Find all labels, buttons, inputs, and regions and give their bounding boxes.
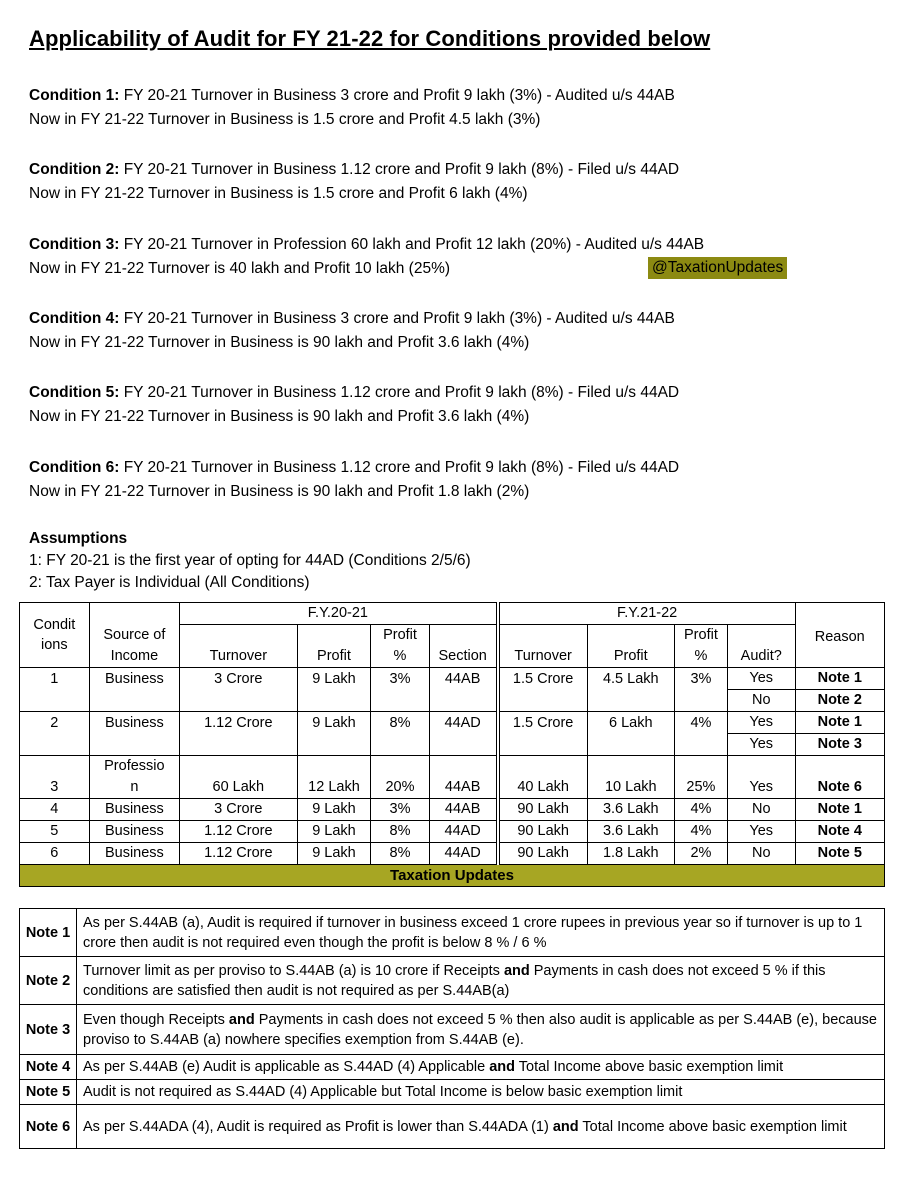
- cell-profit-pct: 25%: [674, 756, 727, 799]
- cell-turnover: 40 Lakh: [498, 756, 587, 799]
- cell-profit-pct: 8%: [371, 843, 429, 865]
- note-text: [77, 1105, 885, 1149]
- cell-section: 44AB: [429, 799, 498, 821]
- cell-reason: Note 4: [795, 821, 884, 843]
- header-text: Source of: [103, 627, 166, 643]
- cell-profit: 9 Lakh: [297, 712, 371, 734]
- cell-reason: Note 5: [795, 843, 884, 865]
- cell-turnover: 1.12 Crore: [180, 712, 297, 734]
- table-row: [20, 756, 885, 799]
- header-profit-pct: [371, 625, 429, 668]
- cell-reason: Note 1: [795, 799, 884, 821]
- cell-audit: No: [727, 799, 795, 821]
- assumptions: [29, 528, 471, 594]
- cell-condition: 2: [20, 712, 90, 734]
- cell-audit: No: [727, 843, 795, 865]
- cell-empty: [587, 690, 674, 712]
- note-text-part: Turnover limit as per proviso to S.44AB (a) is 10 crore if Receipts: [83, 962, 504, 979]
- cell-source: [89, 756, 179, 799]
- table-row: [20, 843, 885, 865]
- cell-source: Business: [89, 821, 179, 843]
- cell-turnover: 90 Lakh: [498, 821, 587, 843]
- condition-5: [29, 381, 679, 429]
- cell-reason: Note 3: [795, 734, 884, 756]
- cell-reason: Note 1: [795, 712, 884, 734]
- cell-empty: [180, 690, 297, 712]
- header-row: [20, 603, 885, 625]
- condition-3: [29, 233, 704, 281]
- condition-line1: FY 20-21 Turnover in Business 1.12 crore and Profit 9 lakh (8%) - Filed u/s 44AD: [119, 459, 680, 476]
- cell-profit-pct: 20%: [371, 756, 429, 799]
- cell-condition: 6: [20, 843, 90, 865]
- header-audit: Audit?: [727, 625, 795, 668]
- assumption-item: 1: FY 20-21 is the first year of opting for 44AD (Conditions 2/5/6): [29, 552, 471, 569]
- table-row: [20, 690, 885, 712]
- note-row: [20, 1105, 885, 1149]
- cell-empty: [371, 734, 429, 756]
- cell-profit-pct: 8%: [371, 821, 429, 843]
- condition-4: [29, 307, 675, 355]
- condition-line2: Now in FY 21-22 Turnover in Business is 90 lakh and Profit 1.8 lakh (2%): [29, 483, 530, 500]
- condition-line1: FY 20-21 Turnover in Profession 60 lakh and Profit 12 lakh (20%) - Audited u/s 44AB: [119, 236, 705, 253]
- note-text: [77, 1080, 885, 1105]
- cell-empty: [89, 690, 179, 712]
- cell-turnover: 3 Crore: [180, 668, 297, 690]
- cell-condition: 5: [20, 821, 90, 843]
- condition-label: Condition 2:: [29, 161, 120, 178]
- header-section: Section: [429, 625, 498, 668]
- header-source: [89, 603, 179, 668]
- condition-line2: Now in FY 21-22 Turnover in Business is 1.5 crore and Profit 6 lakh (4%): [29, 185, 528, 202]
- condition-1: [29, 84, 675, 132]
- cell-empty: [180, 734, 297, 756]
- header-turnover: Turnover: [498, 625, 587, 668]
- cell-source: Business: [89, 712, 179, 734]
- condition-line2: Now in FY 21-22 Turnover in Business is 90 lakh and Profit 3.6 lakh (4%): [29, 408, 530, 425]
- cell-turnover: 3 Crore: [180, 799, 297, 821]
- note-row: [20, 1005, 885, 1055]
- note-label: Note 1: [20, 909, 77, 957]
- cell-profit: 9 Lakh: [297, 668, 371, 690]
- cell-audit: Yes: [727, 756, 795, 799]
- cell-audit: Yes: [727, 734, 795, 756]
- notes-table: [19, 908, 885, 1149]
- cell-profit: 9 Lakh: [297, 799, 371, 821]
- assumptions-heading: Assumptions: [29, 530, 128, 547]
- note-text-part: and: [489, 1059, 516, 1075]
- note-text-part: Payments in cash does not exceed 5 % if this conditions are satisfied then audit is not required as per S.44AB(a): [83, 962, 826, 999]
- cell-profit-pct: 8%: [371, 712, 429, 734]
- note-row: [20, 957, 885, 1005]
- cell-turnover: 1.12 Crore: [180, 821, 297, 843]
- note-text: [77, 957, 885, 1005]
- table-row: [20, 668, 885, 690]
- note-text: [77, 909, 885, 957]
- condition-line2: Now in FY 21-22 Turnover in Business is 90 lakh and Profit 3.6 lakh (4%): [29, 334, 530, 351]
- cell-condition: 4: [20, 799, 90, 821]
- cell-empty: [20, 690, 90, 712]
- cell-source-line: Professio: [104, 758, 165, 774]
- cell-profit: 9 Lakh: [297, 821, 371, 843]
- page-title: Applicability of Audit for FY 21-22 for Conditions provided below: [29, 26, 711, 51]
- cell-section: 44AB: [429, 756, 498, 799]
- cell-profit: 1.8 Lakh: [587, 843, 674, 865]
- cell-source: Business: [89, 799, 179, 821]
- cell-condition: 3: [20, 756, 90, 799]
- note-text-part: As per S.44ADA (4), Audit is required as Profit is lower than S.44ADA (1): [83, 1118, 553, 1135]
- header-turnover: Turnover: [180, 625, 297, 668]
- condition-line2: Now in FY 21-22 Turnover in Business is 1.5 crore and Profit 4.5 lakh (3%): [29, 111, 541, 128]
- cell-audit: Yes: [727, 712, 795, 734]
- header-text: Profit: [684, 627, 718, 643]
- handle-badge: @TaxationUpdates: [648, 257, 787, 279]
- cell-source-line: n: [130, 779, 139, 795]
- note-text-part: and: [228, 1011, 255, 1028]
- header-text: Condit: [33, 617, 76, 633]
- header-text: ions: [41, 637, 68, 653]
- note-text-part: As per S.44AB (e) Audit is applicable as S.44AD (4) Applicable: [83, 1059, 490, 1075]
- cell-profit: 6 Lakh: [587, 712, 674, 734]
- cell-audit: Yes: [727, 668, 795, 690]
- condition-line1: FY 20-21 Turnover in Business 3 crore and Profit 9 lakh (3%) - Audited u/s 44AB: [119, 87, 675, 104]
- cell-profit-pct: 4%: [674, 799, 727, 821]
- note-row: [20, 1055, 885, 1080]
- table-row: [20, 821, 885, 843]
- taxation-updates-banner: Taxation Updates: [20, 865, 885, 887]
- header-text: %: [393, 648, 407, 664]
- note-text-part: and: [552, 1118, 579, 1135]
- cell-profit: 9 Lakh: [297, 843, 371, 865]
- cell-profit: 10 Lakh: [587, 756, 674, 799]
- cell-turnover: 90 Lakh: [498, 799, 587, 821]
- condition-2: [29, 158, 679, 206]
- condition-line1: FY 20-21 Turnover in Business 1.12 crore and Profit 9 lakh (8%) - Filed u/s 44AD: [119, 384, 680, 401]
- cell-audit: Yes: [727, 821, 795, 843]
- cell-condition: 1: [20, 668, 90, 690]
- cell-source: Business: [89, 668, 179, 690]
- cell-empty: [89, 734, 179, 756]
- cell-profit-pct: 3%: [674, 668, 727, 690]
- cell-reason: Note 6: [795, 756, 884, 799]
- condition-label: Condition 5:: [29, 384, 120, 401]
- condition-label: Condition 1:: [29, 87, 120, 104]
- note-label: Note 2: [20, 957, 77, 1005]
- cell-profit-pct: 4%: [674, 712, 727, 734]
- cell-profit-pct: 2%: [674, 843, 727, 865]
- audit-table: [19, 602, 885, 887]
- cell-profit-pct: 3%: [371, 799, 429, 821]
- header-text: Income: [110, 648, 159, 664]
- header-reason: Reason: [795, 603, 884, 668]
- note-text-part: Total Income above basic exemption limit: [578, 1118, 847, 1135]
- cell-profit: 3.6 Lakh: [587, 821, 674, 843]
- condition-label: Condition 3:: [29, 236, 120, 253]
- header-text: Profit: [383, 627, 417, 643]
- note-text-part: Total Income above basic exemption limit: [515, 1059, 784, 1075]
- condition-label: Condition 6:: [29, 459, 120, 476]
- note-label: Note 4: [20, 1055, 77, 1080]
- note-text-part: Payments in cash does not exceed 5 % then also audit is applicable as per S.44AB (e), because proviso to S.44AB (a) nowhere specifies exemption from S.44AB (e).: [83, 1011, 877, 1048]
- condition-line2: Now in FY 21-22 Turnover is 40 lakh and Profit 10 lakh (25%): [29, 260, 451, 277]
- condition-line1: FY 20-21 Turnover in Business 3 crore and Profit 9 lakh (3%) - Audited u/s 44AB: [119, 310, 675, 327]
- banner-row: [20, 865, 885, 887]
- cell-turnover: 1.5 Crore: [498, 668, 587, 690]
- cell-section: 44AD: [429, 712, 498, 734]
- note-text-part: As per S.44AB (a), Audit is required if turnover in business exceed 1 crore rupees in previous year so if turnover is up to 1 crore then audit is not required even though the profit is below 8 % / 6 %: [83, 914, 863, 951]
- cell-empty: [674, 734, 727, 756]
- table-row: [20, 799, 885, 821]
- cell-empty: [371, 690, 429, 712]
- header-fy-21-22: F.Y.21-22: [498, 603, 795, 625]
- header-profit: Profit: [297, 625, 371, 668]
- cell-turnover: 90 Lakh: [498, 843, 587, 865]
- cell-empty: [297, 690, 371, 712]
- note-label: Note 5: [20, 1080, 77, 1105]
- note-text-part: Even though Receipts: [83, 1011, 229, 1028]
- cell-empty: [674, 690, 727, 712]
- header-fy-20-21: F.Y.20-21: [180, 603, 498, 625]
- cell-empty: [297, 734, 371, 756]
- cell-empty: [498, 690, 587, 712]
- cell-profit-pct: 3%: [371, 668, 429, 690]
- cell-turnover: 60 Lakh: [180, 756, 297, 799]
- header-conditions: [20, 603, 90, 668]
- cell-empty: [20, 734, 90, 756]
- condition-6: [29, 456, 679, 504]
- table-row: [20, 734, 885, 756]
- note-text: [77, 1005, 885, 1055]
- cell-profit: 12 Lakh: [297, 756, 371, 799]
- condition-label: Condition 4:: [29, 310, 120, 327]
- header-text: %: [694, 648, 708, 664]
- note-text: [77, 1055, 885, 1080]
- cell-reason: Note 2: [795, 690, 884, 712]
- table-row: [20, 712, 885, 734]
- cell-turnover: 1.12 Crore: [180, 843, 297, 865]
- header-profit-pct: [674, 625, 727, 668]
- note-row: [20, 1080, 885, 1105]
- cell-section: 44AD: [429, 843, 498, 865]
- cell-turnover: 1.5 Crore: [498, 712, 587, 734]
- note-label: Note 6: [20, 1105, 77, 1149]
- cell-empty: [429, 734, 498, 756]
- header-profit: Profit: [587, 625, 674, 668]
- cell-audit: No: [727, 690, 795, 712]
- note-row: [20, 909, 885, 957]
- cell-empty: [498, 734, 587, 756]
- cell-source: Business: [89, 843, 179, 865]
- note-text-part: Audit is not required as S.44AD (4) Applicable but Total Income is below basic exemption limit: [83, 1084, 683, 1100]
- note-label: Note 3: [20, 1005, 77, 1055]
- condition-line1: FY 20-21 Turnover in Business 1.12 crore and Profit 9 lakh (8%) - Filed u/s 44AD: [119, 161, 680, 178]
- cell-section: 44AD: [429, 821, 498, 843]
- assumption-item: 2: Tax Payer is Individual (All Conditions): [29, 574, 310, 591]
- cell-profit: 3.6 Lakh: [587, 799, 674, 821]
- cell-profit: 4.5 Lakh: [587, 668, 674, 690]
- cell-section: 44AB: [429, 668, 498, 690]
- cell-empty: [429, 690, 498, 712]
- note-text-part: and: [503, 962, 530, 979]
- cell-reason: Note 1: [795, 668, 884, 690]
- cell-empty: [587, 734, 674, 756]
- cell-profit-pct: 4%: [674, 821, 727, 843]
